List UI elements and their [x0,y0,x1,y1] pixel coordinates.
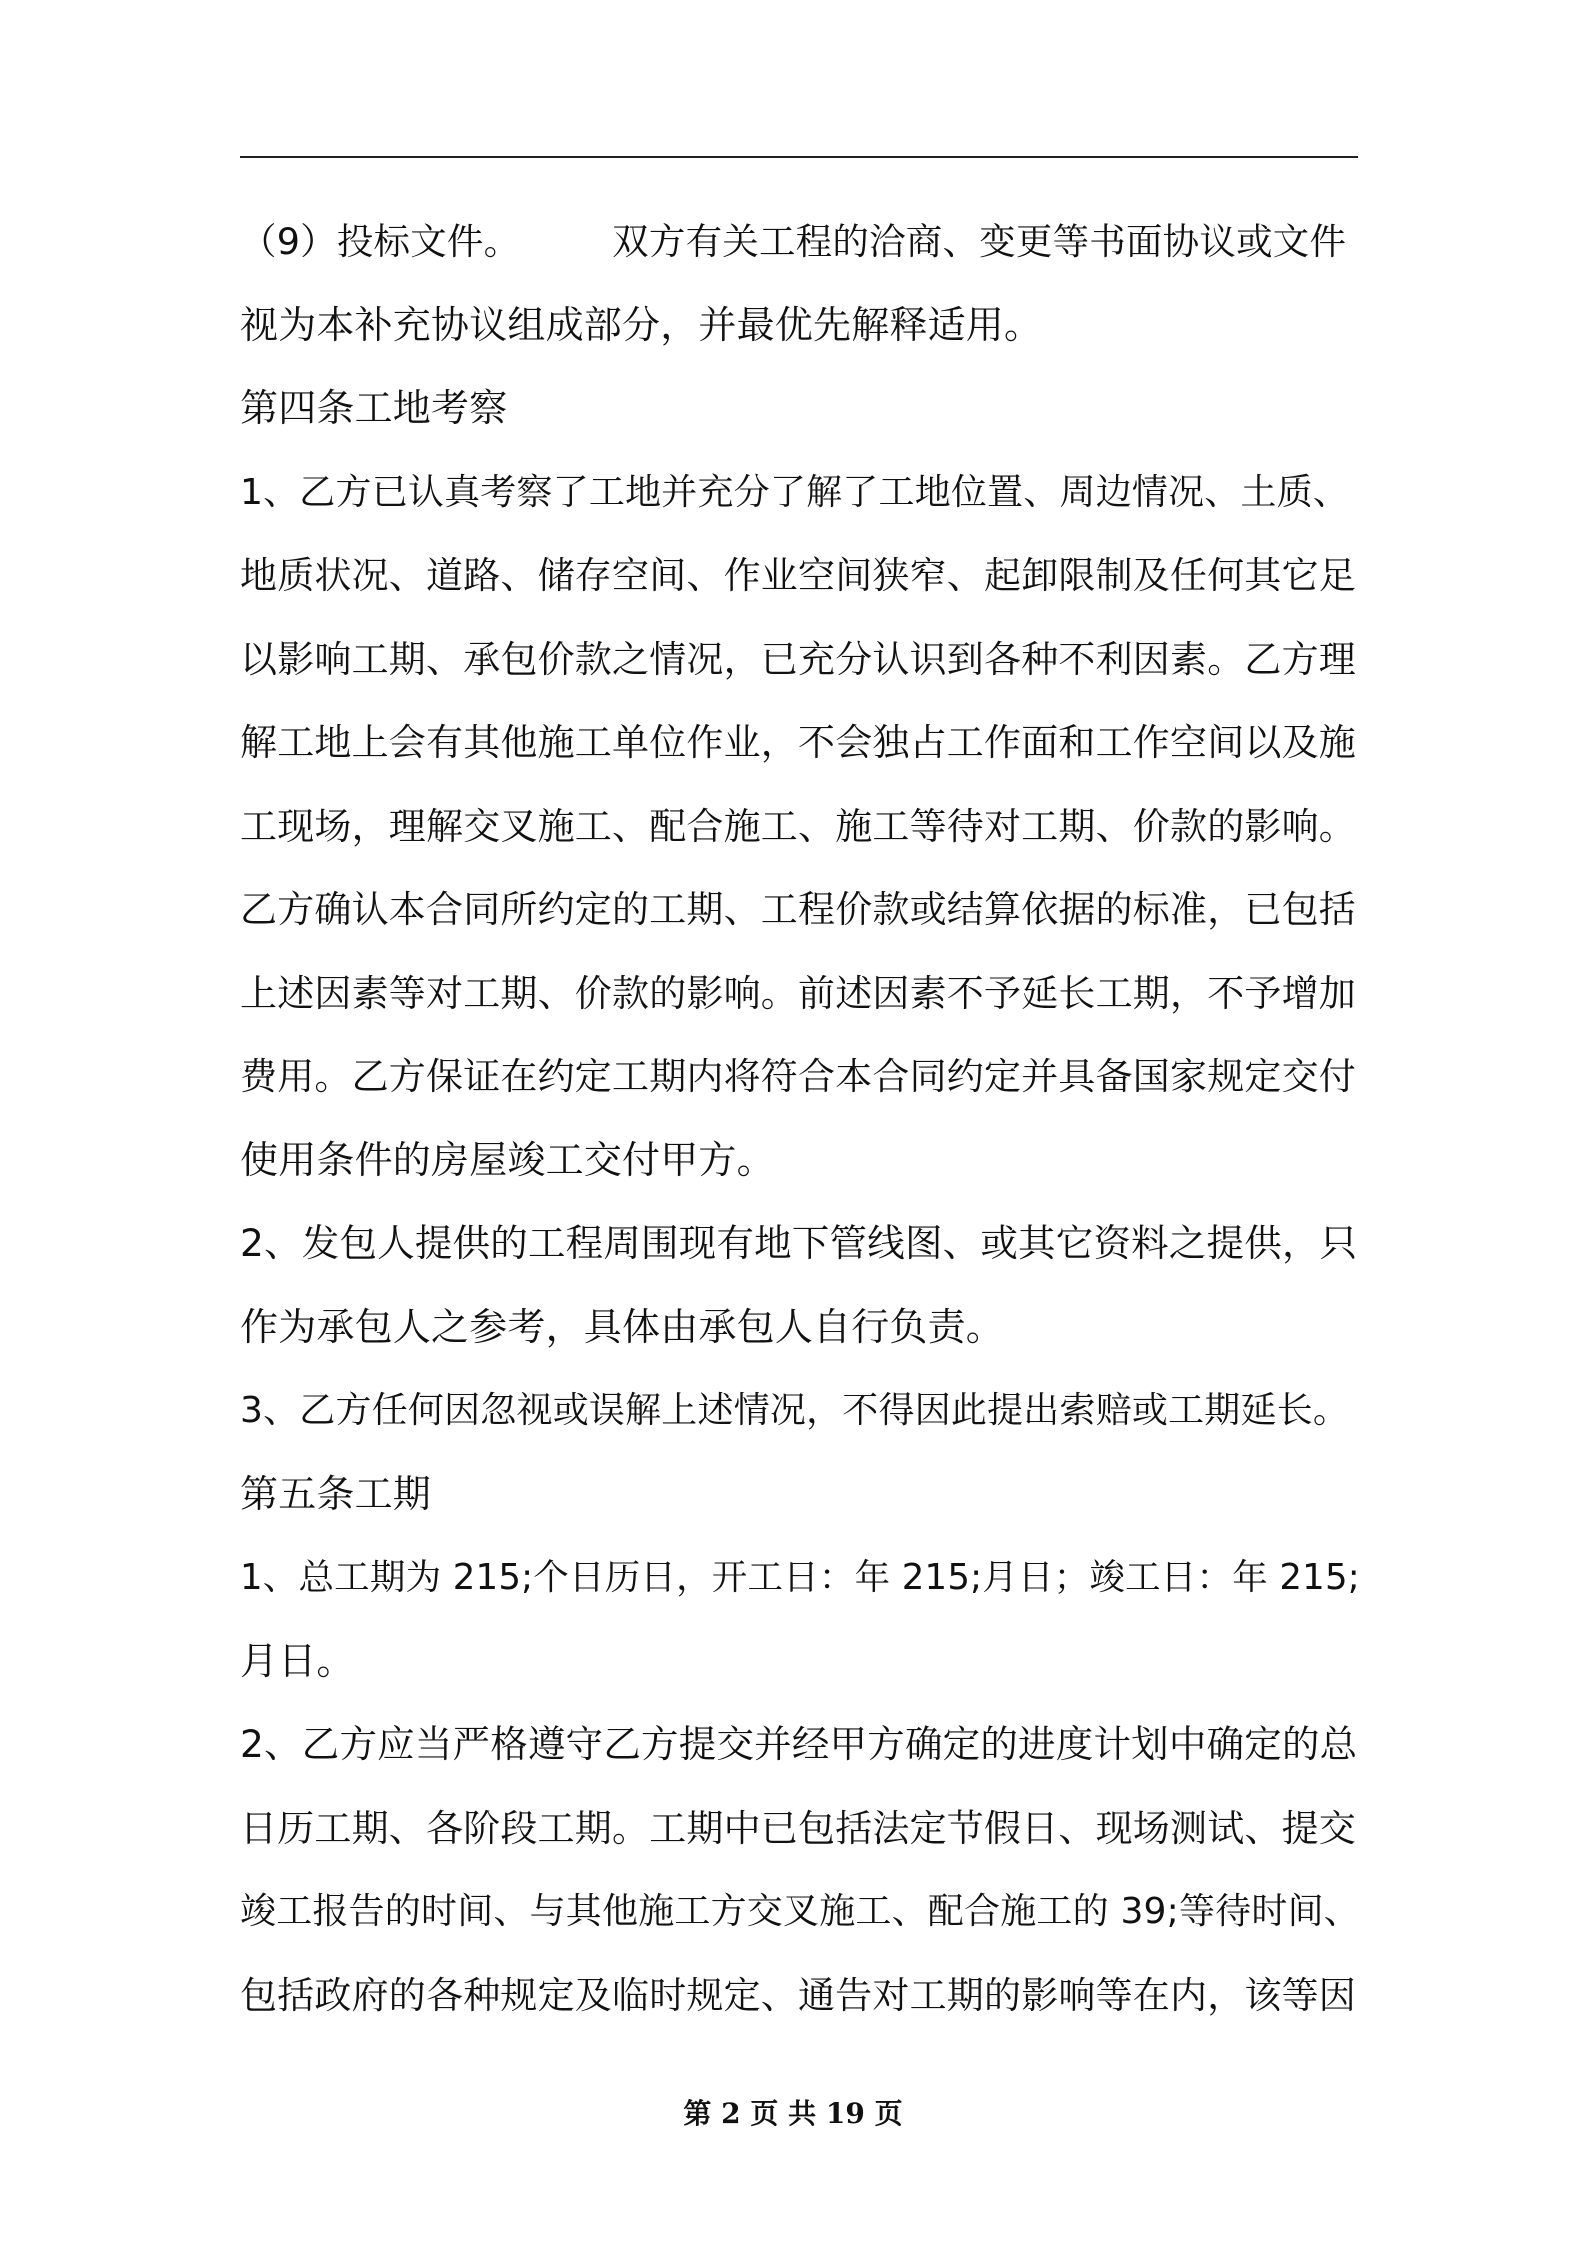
text-line: 乙方确认本合同所约定的工期、工程价款或结算依据的标准，已包括 [240,888,1356,931]
text-line: 1、乙方已认真考察了工地并充分了解了工地位置、周边情况、土质、 [240,471,1350,513]
header-rule [240,156,1358,158]
text-line: 使用条件的房屋竣工交付甲方。 [240,1137,775,1182]
text-line: 2、乙方应当严格遵守乙方提交并经甲方确定的进度计划中确定的总 [240,1722,1358,1766]
text-line: 费用。乙方保证在约定工期内将符合本合同约定并具备国家规定交付 [240,1055,1356,1098]
text-line: 包括政府的各种规定及临时规定、通告对工期的影响等在内，该等因 [240,1973,1356,2017]
text-line: 地质状况、道路、储存空间、作业空间狭窄、起卸限制及任何其它足 [240,554,1356,597]
text-line: 竣工报告的时间、与其他施工方交叉施工、配合施工的 39;等待时间、 [240,1891,1360,1932]
text-line: 月日。 [240,1638,355,1683]
text-line: 1、总工期为 215;个日历日，开工日：年 215;月日；竣工日：年 215; [240,1557,1360,1598]
text-line: 解工地上会有其他施工单位作业，不会独占工作面和工作空间以及施 [240,721,1356,764]
text-line: 作为承包人之参考，具体由承包人自行负责。 [240,1304,1005,1349]
text-line: 视为本补充协议组成部分，并最优先解释适用。 [240,302,1043,347]
text-line: 2、发包人提供的工程周围现有地下管线图、或其它资料之提供，只 [240,1221,1358,1265]
page-number: 第 2 页 共 19 页 [683,2097,903,2130]
section-heading: 第四条工地考察 [240,386,508,430]
text-line: （9）投标文件。 双方有关工程的洽商、变更等书面协议或文件 [240,220,1347,263]
text-line: 以影响工期、承包价款之情况，已充分认识到各种不利因素。乙方理 [240,637,1356,681]
text-line: 工现场，理解交叉施工、配合施工、施工等待对工期、价款的影响。 [240,804,1356,848]
text-line: 3、乙方任何因忽视或误解上述情况，不得因此提出索赔或工期延长。 [240,1390,1350,1431]
text-line: 上述因素等对工期、价款的影响。前述因素不予延长工期，不予增加 [240,971,1356,1015]
section-heading: 第五条工期 [240,1471,432,1516]
text-line: 日历工期、各阶段工期。工期中已包括法定节假日、现场测试、提交 [240,1806,1356,1850]
document-body [240,200,1360,2037]
